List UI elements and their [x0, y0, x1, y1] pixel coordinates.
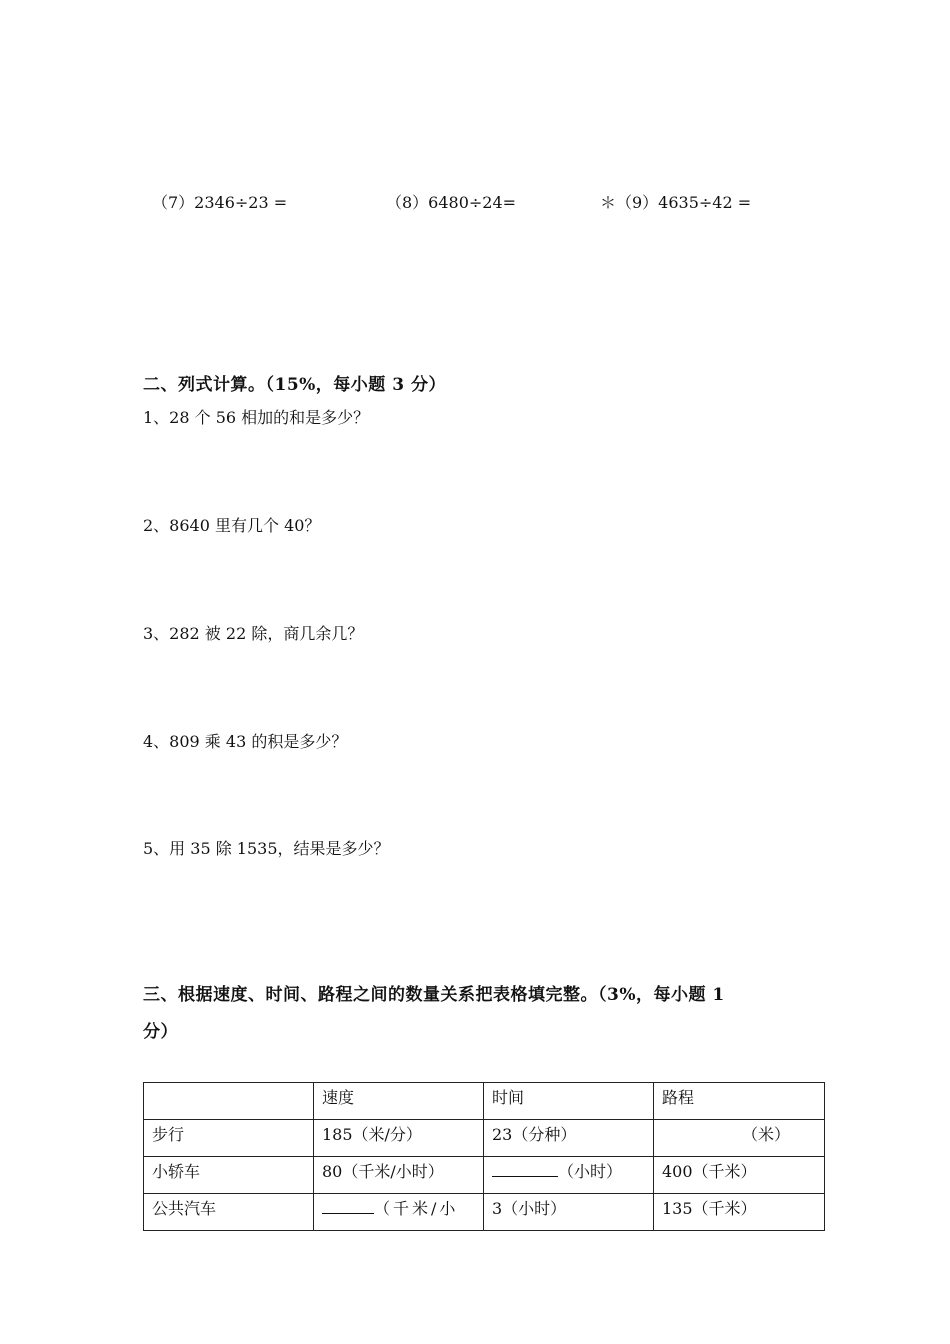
question-2: 2、8640 里有几个 40？ — [143, 516, 321, 535]
calc-problem-9: ＊（9）4635÷42 = — [600, 193, 752, 212]
row-label: 小轿车 — [144, 1157, 314, 1194]
distance-cell — [654, 1120, 825, 1157]
calc-problem-7: （7）2346÷23 = — [152, 193, 288, 212]
answer-blank[interactable] — [492, 1162, 558, 1177]
question-1: 1、28 个 56 相加的和是多少？ — [143, 408, 370, 427]
time-cell — [484, 1157, 654, 1194]
table-header-cell: 速度 — [314, 1083, 484, 1120]
speed-cell — [314, 1194, 484, 1231]
time-cell: 3（小时） — [484, 1194, 654, 1231]
question-3: 3、282 被 22 除，商几余几？ — [143, 624, 364, 643]
section3-heading-line1: 三、根据速度、时间、路程之间的数量关系把表格填完整。（3%，每小题 1 — [143, 985, 725, 1005]
distance-cell: 135（千米） — [654, 1194, 825, 1231]
table-header-cell — [144, 1083, 314, 1120]
table-row — [144, 1194, 825, 1231]
table-row — [144, 1157, 825, 1194]
question-4: 4、809 乘 43 的积是多少？ — [143, 732, 348, 751]
answer-blank[interactable] — [322, 1199, 374, 1214]
speed-cell: 80（千米/小时） — [314, 1157, 484, 1194]
distance-unit: （米） — [742, 1125, 791, 1144]
speed-unit: （千米/小 — [374, 1199, 459, 1218]
row-label: 公共汽车 — [144, 1194, 314, 1231]
section2-heading: 二、列式计算。（15%，每小题 3 分） — [143, 375, 446, 395]
row-label: 步行 — [144, 1120, 314, 1157]
speed-cell: 185（米/分） — [314, 1120, 484, 1157]
calc-problem-8: （8）6480÷24= — [386, 193, 517, 212]
question-5: 5、用 35 除 1535，结果是多少？ — [143, 839, 390, 858]
distance-cell: 400（千米） — [654, 1157, 825, 1194]
section3-heading-line2: 分） — [143, 1022, 178, 1042]
time-unit: （小时） — [558, 1162, 623, 1181]
table-header-row — [144, 1083, 825, 1120]
table-header-cell: 路程 — [654, 1083, 825, 1120]
time-cell: 23（分种） — [484, 1120, 654, 1157]
table-header-cell: 时间 — [484, 1083, 654, 1120]
table-row — [144, 1120, 825, 1157]
speed-time-distance-table — [143, 1082, 825, 1231]
